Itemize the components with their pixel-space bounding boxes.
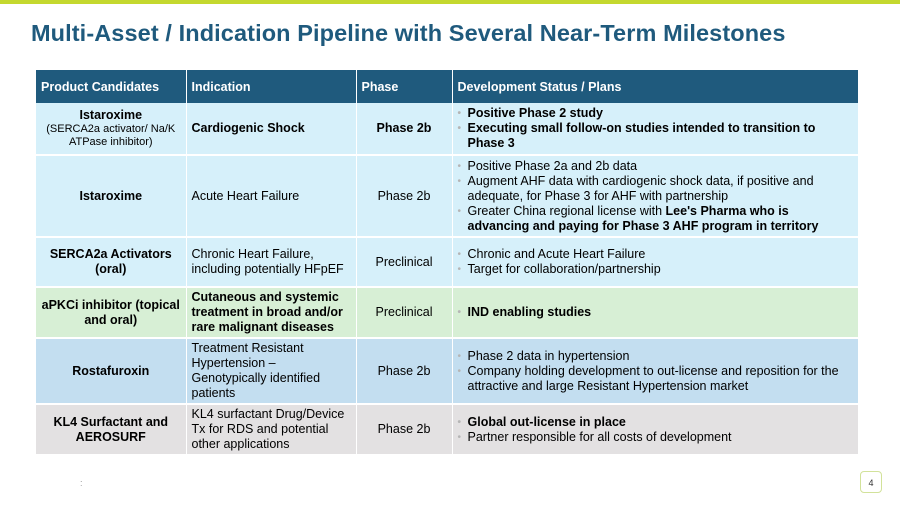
status-item (458, 204, 854, 234)
status-item: • IND enabling studies (458, 305, 854, 320)
indication-cell: Cardiogenic Shock (186, 103, 356, 155)
table-row (36, 338, 858, 404)
status-item: • Partner responsible for all costs of development (458, 430, 854, 445)
candidate-name: Istaroxime (79, 108, 143, 122)
table-row (36, 287, 858, 338)
header-development-status: Development Status / Plans (452, 70, 858, 103)
table-row (36, 103, 858, 155)
phase-cell: Preclinical (356, 237, 452, 287)
header-indication: Indication (186, 70, 356, 103)
candidate-cell: Istaroxime (36, 155, 186, 237)
table-row (36, 155, 858, 237)
status-item: • Global out-license in place (458, 415, 854, 430)
status-cell (452, 103, 858, 155)
phase-cell: Phase 2b (356, 338, 452, 404)
status-cell (452, 155, 858, 237)
indication-cell: Chronic Heart Failure, including potentially HFpEF (186, 237, 356, 287)
status-text: Greater China regional license with (467, 203, 666, 218)
candidate-subtitle: (SERCA2a activator/ Na/K ATPase inhibitor) (46, 123, 176, 148)
phase-cell: Phase 2b (356, 103, 452, 155)
phase-cell: Phase 2b (356, 404, 452, 455)
indication-cell: Acute Heart Failure (186, 155, 356, 237)
page-number: 4 (860, 471, 882, 493)
pipeline-table (36, 70, 858, 456)
indication-cell: Treatment Resistant Hypertension – Genotypically identified patients (186, 338, 356, 404)
table-row (36, 237, 858, 287)
indication-cell: Cutaneous and systemic treatment in broad and/or rare malignant diseases (186, 287, 356, 338)
status-cell (452, 237, 858, 287)
candidate-cell: KL4 Surfactant and AEROSURF (36, 404, 186, 455)
candidate-cell: Rostafuroxin (36, 338, 186, 404)
status-item: • Positive Phase 2a and 2b data (458, 159, 854, 174)
table-row (36, 404, 858, 455)
phase-cell: Phase 2b (356, 155, 452, 237)
status-item: • Executing small follow-on studies intended to transition to Phase 3 (458, 121, 854, 151)
status-cell (452, 404, 858, 455)
phase-cell: Preclinical (356, 287, 452, 338)
status-item: • Chronic and Acute Heart Failure (458, 247, 854, 262)
top-accent-bar (0, 0, 900, 4)
status-emphasis: Lee's Pharma who is advancing and paying for Phase 3 AHF program in territory (467, 203, 819, 233)
status-cell (452, 287, 858, 338)
footer-mark: : (80, 478, 83, 488)
candidate-cell: SERCA2a Activators (oral) (36, 237, 186, 287)
status-item: • Target for collaboration/partnership (458, 262, 854, 277)
status-item: • Phase 2 data in hypertension (458, 349, 854, 364)
status-item: • Augment AHF data with cardiogenic shock data, if positive and adequate, for Phase 3 for AHF with partnership (458, 174, 854, 204)
indication-cell: KL4 surfactant Drug/Device Tx for RDS and potential other applications (186, 404, 356, 455)
slide-title: Multi-Asset / Indication Pipeline with Several Near-Term Milestones (31, 20, 786, 46)
candidate-cell: aPKCi inhibitor (topical and oral) (36, 287, 186, 338)
status-item: • Company holding development to out-license and reposition for the attractive and large Resistant Hypertension market (458, 364, 854, 394)
candidate-cell (36, 103, 186, 155)
status-cell (452, 338, 858, 404)
header-product-candidates: Product Candidates (36, 70, 186, 103)
table-header-row (36, 70, 858, 103)
header-phase: Phase (356, 70, 452, 103)
status-item: • Positive Phase 2 study (458, 106, 854, 121)
